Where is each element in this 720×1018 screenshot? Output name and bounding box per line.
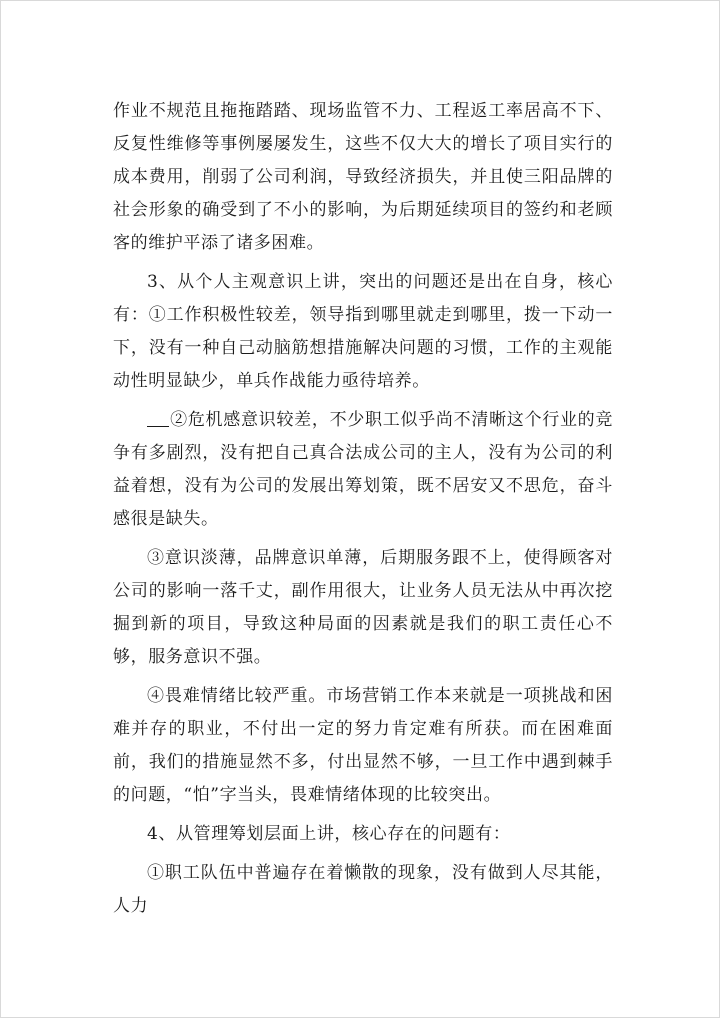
- paragraph-5: ④畏难情绪比较严重。市场营销工作本来就是一项挑战和困难并存的职业，不付出一定的努力肯定难有所获。而在困难面前，我们的措施显然不多，付出显然不够，一旦工作中遇到棘手的问题，“怕”字当头，畏难情绪体现的比较突出。: [113, 686, 613, 805]
- paragraph-1: 作业不规范且拖拖踏踏、现场监管不力、工程返工率居高不下、反复性维修等事例屡屡发生，这些不仅大大的增长了项目实行的成本费用，削弱了公司利润，导致经济损失，并且使三阳品牌的社会形象的确受到了不小的影响，为后期延续项目的签约和老顾客的维护平添了诸多困难。: [113, 101, 613, 253]
- paragraph-3: [113, 404, 613, 536]
- paragraph-6: 4、从管理筹划层面上讲，核心存在的问题有：: [147, 824, 511, 844]
- paragraph-3-text: ②危机感意识较差，不少职工似乎尚不清晰这个行业的竞争有多剧烈，没有把自己真合法成公司的主人，没有为公司的利益着想，没有为公司的发展出筹划策，既不居安又不思危，奋斗感很是缺失。: [113, 410, 613, 529]
- document-body: [113, 95, 613, 929]
- paragraph-4: ③意识淡薄，品牌意识单薄，后期服务跟不上，使得顾客对公司的影响一落千丈，副作用很大，让业务人员无法从中再次挖掘到新的项目，导致这种局面的因素就是我们的职工责任心不够，服务意识不强。: [113, 548, 613, 667]
- blank-underline: [147, 408, 169, 427]
- paragraph-7: ①职工队伍中普遍存在着懒散的现象，没有做到人尽其能，人力: [113, 863, 613, 916]
- paragraph-2: 3、从个人主观意识上讲，突出的问题还是出在自身，核心有：①工作积极性较差，领导指到哪里就走到哪里，拨一下动一下，没有一种自己动脑筋想措施解决问题的习惯，工作的主观能动性明显缺少，单兵作战能力亟待培养。: [113, 272, 613, 391]
